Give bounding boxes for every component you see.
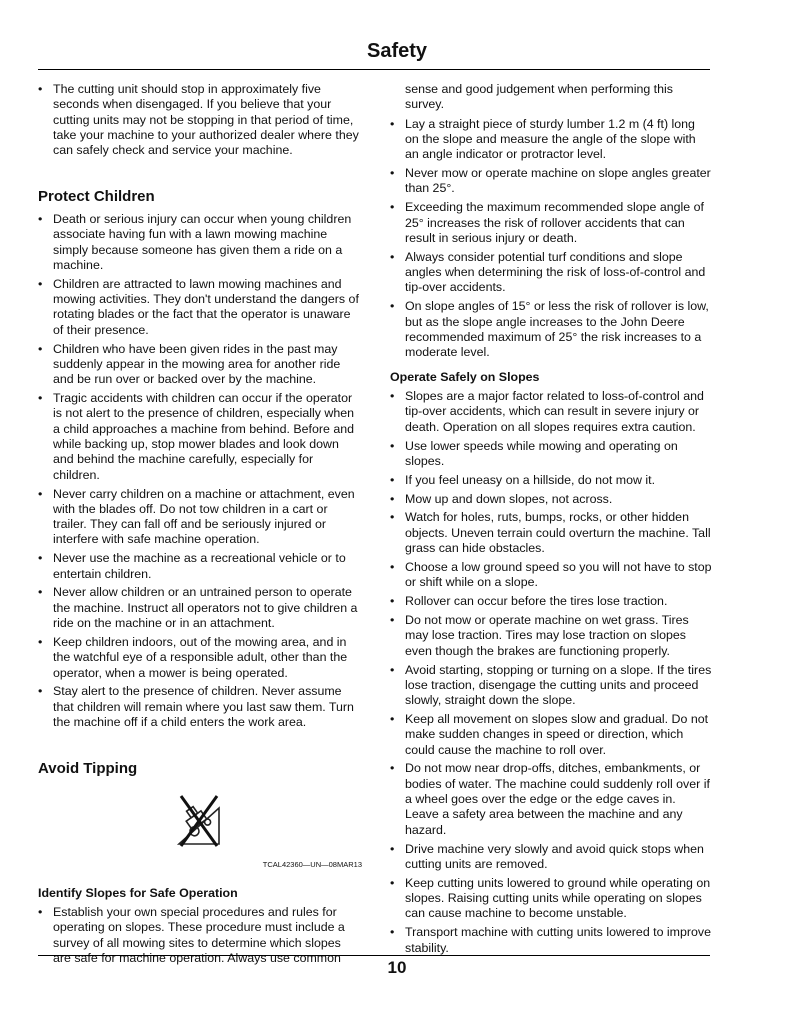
list-item: • Never carry children on a machine or attachment, even with the blades off. Do not tow children in a cart or trailer. They can fall off and be seriously injured or interfere with safe machine operation. [38,487,362,548]
list-item: • Avoid starting, stopping or turning on a slope. If the tires lose traction, disengage the cutting units and proceed slowly, straight down the slope. [390,663,712,709]
list-item: • Do not mow near drop-offs, ditches, embankments, or bodies of water. The machine could suddenly roll over if a wheel goes over the edge or the edge caves in. Leave a safety area between the machine and any hazard. [390,761,712,837]
list-item: • Transport machine with cutting units lowered to improve stability. [390,925,712,956]
list-item: • Children are attracted to lawn mowing machines and mowing activities. They don't understand the dangers of rotating blades or the fact that the operator is unaware of their presence. [38,277,362,338]
list-item: • Tragic accidents with children can occur if the operator is not alert to the presence of children, especially when a child approaches a machine from behind. Before and while backing up, stop mower blades and look down and behind the machine carefully, especially for children. [38,391,362,483]
list-item: • Slopes are a major factor related to loss-of-control and tip-over accidents, which can result in severe injury or death. Operation on all slopes requires extra caution. [390,389,712,435]
list-item: • Establish your own special procedures and rules for operating on slopes. These procedure must include a survey of all mowing sites to determine which slopes are safe for machine operation. Always use common [38,905,362,966]
identify-slopes-heading: Identify Slopes for Safe Operation [38,885,238,900]
left-column [38,82,362,970]
no-rollover-figure [38,784,362,856]
list-item: • Keep all movement on slopes slow and gradual. Do not make sudden changes in speed or direction, which could cause the machine to roll over. [390,712,712,758]
list-item: • Stay alert to the presence of children. Never assume that children will remain where you last saw them. Turn the machine off if a child enters the work area. [38,684,362,730]
right-column [390,82,712,959]
list-item: • Children who have been given rides in the past may suddenly appear in the mowing area for another ride and be run over or backed over by the machine. [38,342,362,388]
avoid-tipping-heading: Avoid Tipping [38,759,138,777]
page-title: Safety [366,40,428,62]
list-item: • Never use the machine as a recreational vehicle or to entertain children. [38,551,362,582]
list-item: • The cutting unit should stop in approximately five seconds when disengaged. If you believe that your cutting units may not be stopping in that period of time, take your machine to your authorized dealer where they can safely check and service your machine. [38,82,362,158]
list-item: • Mow up and down slopes, not across. [390,492,712,507]
list-item: • Lay a straight piece of sturdy lumber 1.2 m (4 ft) long on the slope and measure the angle of the slope with an angle indicator or protractor level. [390,117,712,163]
list-item: • Never allow children or an untrained person to operate the machine. Instruct all operators not to give children a ride on the machine or in an attachment. [38,585,362,631]
identify-slopes-bullets [38,905,362,966]
slope-measurement-bullets [390,117,712,361]
protect-children-bullets [38,212,362,730]
list-item: • Keep cutting units lowered to ground while operating on slopes. Raising cutting units while operating on slopes can cause machine to become unstable. [390,876,712,922]
list-item: • Drive machine very slowly and avoid quick stops when cutting units are removed. [390,842,712,873]
list-item: • Death or serious injury can occur when young children associate having fun with a lawn mowing machine simply because someone has given them a ride on a machine. [38,212,362,273]
no-tipping-tractor-icon [175,792,223,850]
list-item: • If you feel uneasy on a hillside, do not mow it. [390,473,712,488]
list-item: • Do not mow or operate machine on wet grass. Tires may lose traction. Tires may lose traction on slopes even though the brakes are functioning properly. [390,613,712,659]
list-item: • Always consider potential turf conditions and slope angles when determining the risk of loss-of-control and tip-over accidents. [390,250,712,296]
list-item: • Choose a low ground speed so you will not have to stop or shift while on a slope. [390,560,712,591]
operate-safely-heading: Operate Safely on Slopes [390,370,540,385]
list-item: • On slope angles of 15° or less the risk of rollover is low, but as the slope angle increases to the John Deere recommended maximum of 25° the risk increases to a moderate level. [390,299,712,360]
intro-bullets [38,82,362,158]
list-item: • Keep children indoors, out of the mowing area, and in the watchful eye of a responsible adult, other than the operator, when a mower is being operated. [38,635,362,681]
list-item: • Use lower speeds while mowing and operating on slopes. [390,439,712,470]
protect-children-heading: Protect Children [38,188,155,206]
continued-text: sense and good judgement when performing this survey. [405,82,673,112]
list-item: • Never mow or operate machine on slope angles greater than 25°. [390,166,712,197]
footer-rule [38,955,710,956]
list-item: • Rollover can occur before the tires lose traction. [390,594,712,609]
header-rule [38,69,710,70]
figure-caption: TCAL42360—UN—08MAR13 [262,859,362,869]
list-item: • Watch for holes, ruts, bumps, rocks, or other hidden objects. Uneven terrain could overturn the machine. Tall grass can hide obstacles. [390,510,712,556]
operate-safely-bullets [390,389,712,956]
list-item: • Exceeding the maximum recommended slope angle of 25° increases the risk of rollover accidents that can result in serious injury or death. [390,200,712,246]
page-number: 10 [387,958,407,977]
